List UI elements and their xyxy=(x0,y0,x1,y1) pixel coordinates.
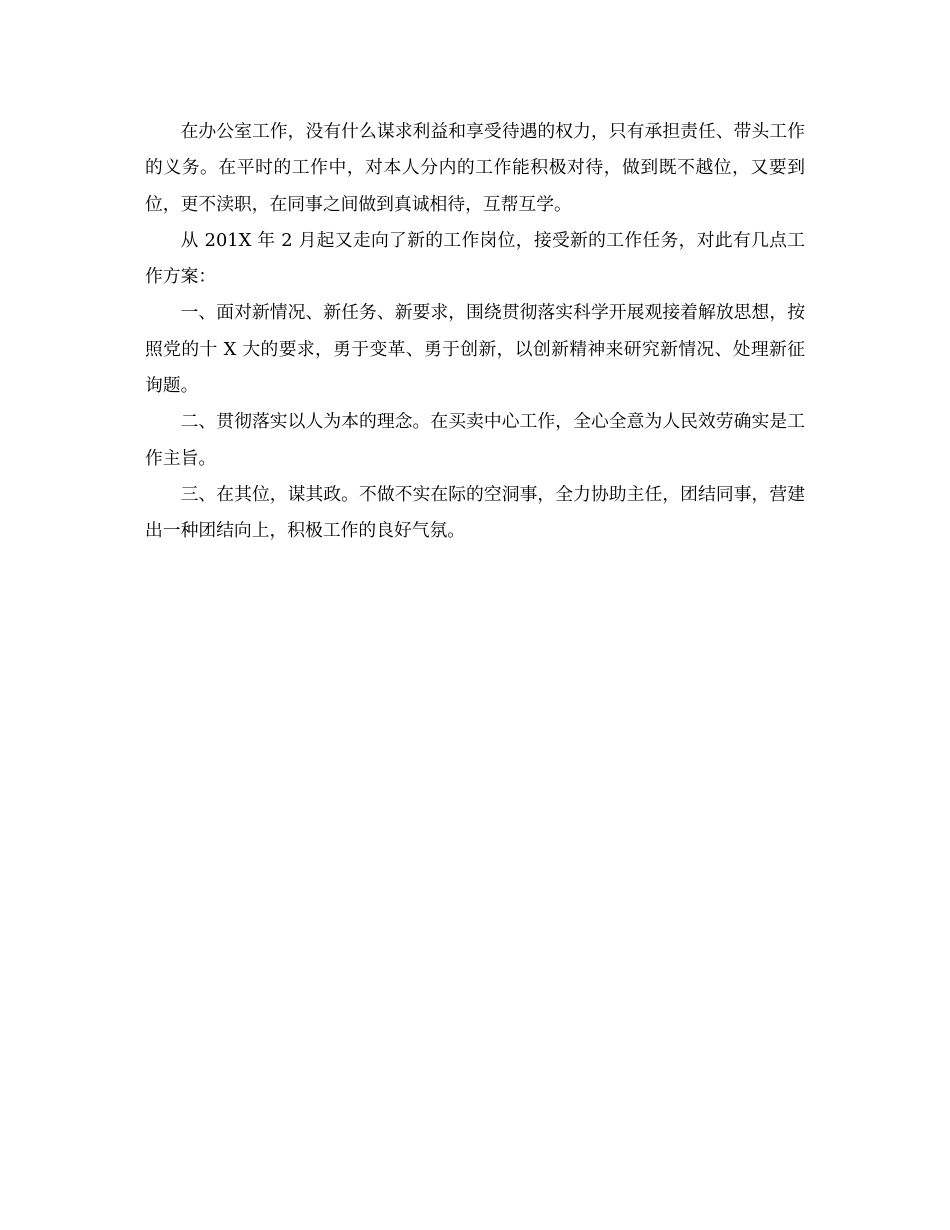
paragraph-new-position: 从 201X 年 2 月起又走向了新的工作岗位，接受新的工作任务，对此有几点工作方案： xyxy=(145,229,805,288)
paragraph-plan-item-2: 二、贯彻落实以人为本的理念。在买卖中心工作，全心全意为人民效劳确实是工作主旨。 xyxy=(145,411,805,469)
paragraph-office-duty: 在办公室工作，没有什么谋求利益和享受待遇的权力，只有承担责任、带头工作的义务。在平时的工作中，对本人分内的工作能积极对待，做到既不越位，又要到位，更不渎职，在同事之间做到真诚相待，互帮互学。 xyxy=(145,121,805,215)
document-body xyxy=(145,114,805,550)
paragraph-plan-item-3: 三、在其位，谋其政。不做不实在际的空洞事，全力协助主任，团结同事，营建出一种团结向上，积极工作的良好气氛。 xyxy=(145,483,805,542)
paragraph-plan-item-1: 一、面对新情况、新任务、新要求，围绕贯彻落实科学开展观接着解放思想，按照党的十 X 大的要求，勇于变革、勇于创新，以创新精神来研究新情况、处理新征询题。 xyxy=(145,302,805,397)
